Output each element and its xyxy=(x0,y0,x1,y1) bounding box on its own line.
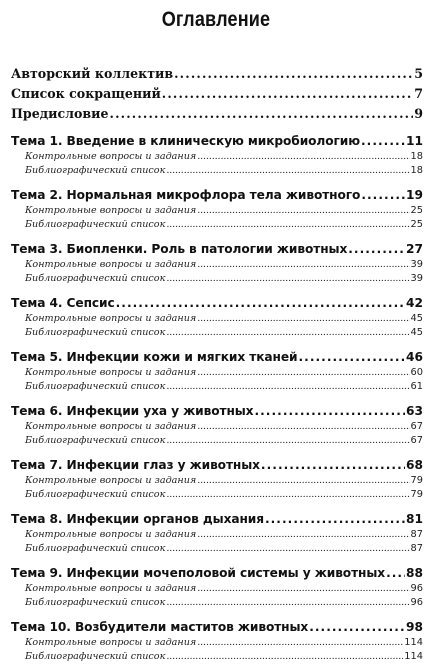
toc-subentry-label: Контрольные вопросы и задания xyxy=(25,259,197,270)
dot-leader xyxy=(166,164,409,178)
toc-chapter xyxy=(11,456,423,502)
toc-subentry-label: Контрольные вопросы и задания xyxy=(25,205,197,216)
dot-leader xyxy=(386,564,405,582)
toc-entry-front-matter[interactable] xyxy=(11,104,423,124)
toc-subentry-page: 25 xyxy=(410,205,423,216)
dot-leader xyxy=(174,64,413,84)
toc-entry-label: Тема 6. Инфекции уха у животных xyxy=(11,404,254,418)
toc-entry-label: Тема 7. Инфекции глаз у животных xyxy=(11,458,260,472)
toc-entry-page: 46 xyxy=(406,350,423,364)
toc-entry-page: 7 xyxy=(414,86,423,101)
toc-subentry-page: 18 xyxy=(410,151,423,162)
toc-subentry-label: Библиографический список xyxy=(25,219,166,230)
toc-subentry[interactable] xyxy=(11,636,423,650)
toc-entry-page: 27 xyxy=(406,242,423,256)
toc-entry-page: 42 xyxy=(406,296,423,310)
toc-subentry-page: 96 xyxy=(410,583,423,594)
toc-subentry-label: Контрольные вопросы и задания xyxy=(25,367,197,378)
toc-chapter-entry[interactable] xyxy=(11,510,423,528)
toc-subentry[interactable] xyxy=(11,204,423,218)
toc-subentry[interactable] xyxy=(11,488,423,502)
dot-leader xyxy=(166,272,409,286)
toc-subentry[interactable] xyxy=(11,218,423,232)
toc-entry-page: 68 xyxy=(406,458,423,472)
toc-entry-front-matter[interactable] xyxy=(11,64,423,84)
toc-subentry[interactable] xyxy=(11,434,423,448)
table-of-contents xyxy=(11,64,423,664)
toc-subentry-page: 60 xyxy=(410,367,423,378)
toc-subentry-label: Библиографический список xyxy=(25,273,166,284)
toc-chapter-entry[interactable] xyxy=(11,348,423,366)
toc-entry-page: 88 xyxy=(406,566,423,580)
toc-subentry-page: 114 xyxy=(404,651,423,662)
toc-entry-page: 5 xyxy=(414,66,423,81)
toc-subentry-page: 96 xyxy=(410,597,423,608)
toc-chapter-entry[interactable] xyxy=(11,402,423,420)
dot-leader xyxy=(361,186,405,204)
toc-subentry-page: 79 xyxy=(410,489,423,500)
toc-entry-page: 81 xyxy=(406,512,423,526)
toc-chapter xyxy=(11,510,423,556)
dot-leader xyxy=(166,434,409,448)
dot-leader xyxy=(166,596,409,610)
toc-entry-page: 63 xyxy=(406,404,423,418)
toc-subentry-label: Контрольные вопросы и задания xyxy=(25,421,197,432)
dot-leader xyxy=(197,420,409,434)
dot-leader xyxy=(197,366,409,380)
toc-chapter xyxy=(11,240,423,286)
toc-subentry[interactable] xyxy=(11,596,423,610)
dot-leader xyxy=(197,258,409,272)
toc-subentry-page: 25 xyxy=(410,219,423,230)
page-title: Оглавление xyxy=(161,8,271,31)
toc-chapter-entry[interactable] xyxy=(11,294,423,312)
dot-leader xyxy=(309,618,405,636)
toc-subentry-label: Библиографический список xyxy=(25,165,166,176)
toc-subentry-label: Контрольные вопросы и задания xyxy=(25,151,197,162)
toc-subentry-label: Контрольные вопросы и задания xyxy=(25,313,197,324)
dot-leader xyxy=(110,104,414,124)
toc-subentry[interactable] xyxy=(11,380,423,394)
dot-leader xyxy=(197,636,403,650)
toc-chapter xyxy=(11,294,423,340)
dot-leader xyxy=(348,240,405,258)
toc-entry-label: Предисловие xyxy=(11,106,109,121)
toc-subentry-label: Библиографический список xyxy=(25,327,166,338)
toc-chapter xyxy=(11,132,423,178)
toc-subentry[interactable] xyxy=(11,542,423,556)
toc-chapter-entry[interactable] xyxy=(11,618,423,636)
toc-subentry-label: Контрольные вопросы и задания xyxy=(25,529,197,540)
toc-entry-label: Список сокращений xyxy=(11,86,161,101)
toc-entry-label: Тема 3. Биопленки. Роль в патологии животных xyxy=(11,242,348,256)
toc-entry-label: Тема 8. Инфекции органов дыхания xyxy=(11,512,264,526)
toc-chapter-entry[interactable] xyxy=(11,132,423,150)
toc-chapter xyxy=(11,186,423,232)
toc-entry-label: Тема 10. Возбудители маститов животных xyxy=(11,620,309,634)
toc-subentry-page: 45 xyxy=(410,313,423,324)
toc-entry-label: Тема 9. Инфекции мочеполовой системы у животных xyxy=(11,566,386,580)
dot-leader xyxy=(116,294,405,312)
toc-subentry[interactable] xyxy=(11,474,423,488)
toc-subentry[interactable] xyxy=(11,164,423,178)
toc-subentry-page: 67 xyxy=(410,421,423,432)
toc-subentry-label: Библиографический список xyxy=(25,381,166,392)
toc-subentry[interactable] xyxy=(11,258,423,272)
toc-subentry-label: Библиографический список xyxy=(25,651,166,662)
toc-entry-front-matter[interactable] xyxy=(11,84,423,104)
toc-subentry-label: Контрольные вопросы и задания xyxy=(25,583,197,594)
toc-chapter-entry[interactable] xyxy=(11,456,423,474)
toc-chapter-entry[interactable] xyxy=(11,564,423,582)
toc-entry-label: Тема 5. Инфекции кожи и мягких тканей xyxy=(11,350,298,364)
toc-subentry[interactable] xyxy=(11,150,423,164)
toc-entry-label: Тема 1. Введение в клиническую микробиологию xyxy=(11,134,360,148)
toc-chapter-entry[interactable] xyxy=(11,186,423,204)
toc-subentry-label: Библиографический список xyxy=(25,435,166,446)
dot-leader xyxy=(361,132,405,150)
dot-leader xyxy=(298,348,405,366)
toc-subentry-page: 61 xyxy=(410,381,423,392)
dot-leader xyxy=(197,582,409,596)
toc-subentry-page: 67 xyxy=(410,435,423,446)
toc-subentry-label: Библиографический список xyxy=(25,543,166,554)
toc-chapter-entry[interactable] xyxy=(11,240,423,258)
dot-leader xyxy=(265,510,405,528)
toc-entry-label: Тема 2. Нормальная микрофлора тела животного xyxy=(11,188,361,202)
dot-leader xyxy=(166,326,409,340)
toc-subentry-label: Библиографический список xyxy=(25,489,166,500)
toc-entry-page: 11 xyxy=(406,134,423,148)
dot-leader xyxy=(197,528,409,542)
toc-subentry[interactable] xyxy=(11,420,423,434)
toc-subentry-page: 114 xyxy=(404,637,423,648)
toc-subentry[interactable] xyxy=(11,582,423,596)
toc-chapter xyxy=(11,618,423,664)
dot-leader xyxy=(166,380,409,394)
dot-leader xyxy=(162,84,413,104)
dot-leader xyxy=(197,150,409,164)
toc-subentry-page: 18 xyxy=(410,165,423,176)
toc-subentry[interactable] xyxy=(11,528,423,542)
dot-leader xyxy=(166,542,409,556)
toc-subentry[interactable] xyxy=(11,272,423,286)
dot-leader xyxy=(166,650,403,664)
toc-subentry-page: 87 xyxy=(410,543,423,554)
toc-entry-label: Тема 4. Сепсис xyxy=(11,296,115,310)
toc-chapter xyxy=(11,564,423,610)
toc-subentry-page: 39 xyxy=(410,259,423,270)
dot-leader xyxy=(197,204,409,218)
toc-subentry-page: 45 xyxy=(410,327,423,338)
toc-subentry-page: 87 xyxy=(410,529,423,540)
toc-subentry-page: 79 xyxy=(410,475,423,486)
toc-subentry[interactable] xyxy=(11,312,423,326)
dot-leader xyxy=(197,312,409,326)
toc-subentry[interactable] xyxy=(11,326,423,340)
toc-subentry-page: 39 xyxy=(410,273,423,284)
toc-entry-label: Авторский коллектив xyxy=(11,66,174,81)
toc-subentry-label: Библиографический список xyxy=(25,597,166,608)
toc-entry-page: 9 xyxy=(414,106,423,121)
dot-leader xyxy=(197,474,409,488)
dot-leader xyxy=(261,456,405,474)
dot-leader xyxy=(254,402,405,420)
dot-leader xyxy=(166,218,409,232)
toc-subentry[interactable] xyxy=(11,650,423,664)
toc-chapter xyxy=(11,348,423,394)
toc-entry-page: 19 xyxy=(406,188,423,202)
toc-subentry[interactable] xyxy=(11,366,423,380)
dot-leader xyxy=(166,488,409,502)
toc-entry-page: 98 xyxy=(406,620,423,634)
toc-subentry-label: Контрольные вопросы и задания xyxy=(25,637,197,648)
toc-subentry-label: Контрольные вопросы и задания xyxy=(25,475,197,486)
toc-chapter xyxy=(11,402,423,448)
